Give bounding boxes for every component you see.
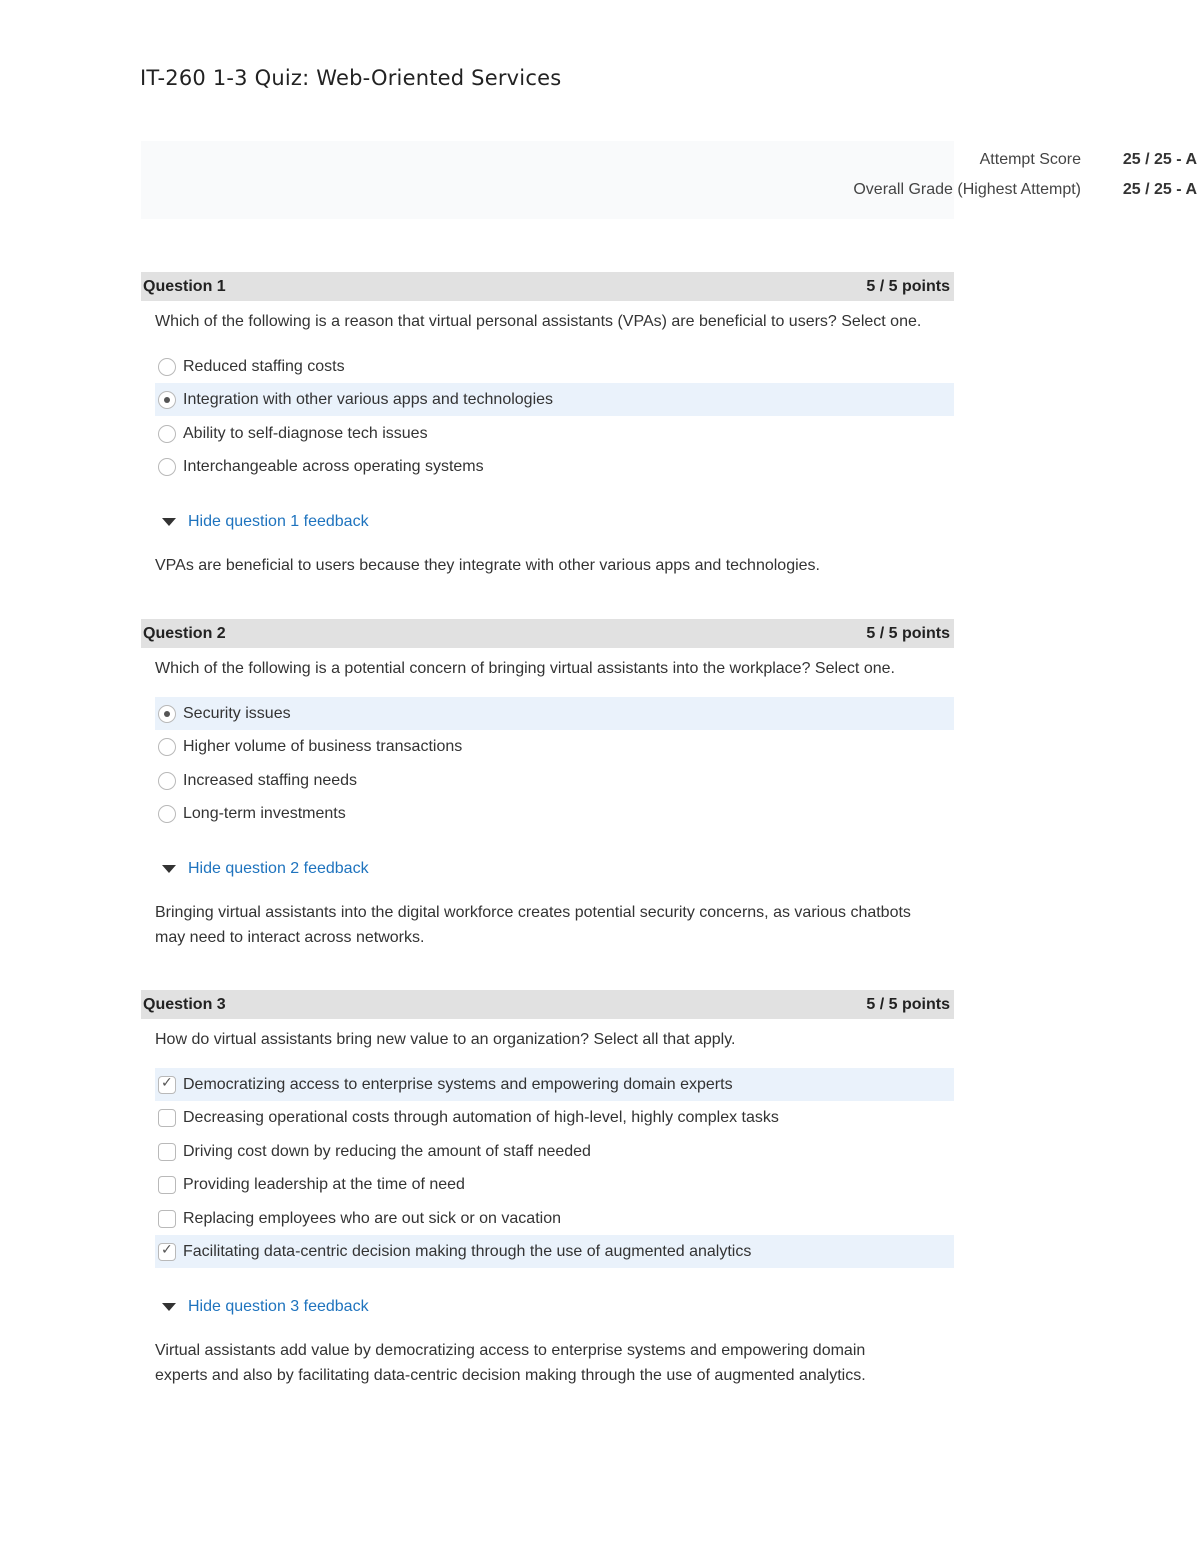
question-2-prompt: Which of the following is a potential concern of bringing virtual assistants into the workplace? Select one. xyxy=(155,660,895,677)
question-3-option-1[interactable] xyxy=(155,1068,954,1101)
radio-unselected-icon[interactable] xyxy=(158,458,176,476)
option-label: Facilitating data-centric decision making through the use of augmented analytics xyxy=(183,1242,752,1260)
option-label: Higher volume of business transactions xyxy=(183,737,463,755)
question-1-header xyxy=(141,272,954,301)
overall-grade-value: 25 / 25 - A xyxy=(1122,181,1197,198)
radio-selected-icon[interactable] xyxy=(158,391,176,409)
option-label: Integration with other various apps and technologies xyxy=(183,390,554,408)
question-2-feedback: Bringing virtual assistants into the digital workforce creates potential security concerns, as various chatbots may need to interact across networks. xyxy=(155,904,911,946)
option-label: Democratizing access to enterprise systems and empowering domain experts xyxy=(183,1075,733,1093)
option-label: Driving cost down by reducing the amount of staff needed xyxy=(183,1142,591,1160)
question-3-option-4[interactable] xyxy=(155,1168,954,1201)
question-1-feedback: VPAs are beneficial to users because they integrate with other various apps and technologies. xyxy=(155,557,820,574)
attempt-score-value: 25 / 25 - A xyxy=(1122,151,1197,168)
page-title: IT-260 1-3 Quiz: Web-Oriented Services xyxy=(140,66,562,90)
question-1-option-4[interactable] xyxy=(155,450,954,483)
question-1-option-2[interactable] xyxy=(155,383,954,416)
question-3-option-6[interactable] xyxy=(155,1235,954,1268)
checkbox-unchecked-icon[interactable] xyxy=(158,1143,176,1161)
question-3-header xyxy=(141,990,954,1019)
hide-question-1-feedback-link[interactable] xyxy=(162,511,369,533)
radio-selected-icon[interactable] xyxy=(158,705,176,723)
feedback-toggle-label[interactable]: Hide question 1 feedback xyxy=(188,513,369,530)
radio-unselected-icon[interactable] xyxy=(158,425,176,443)
score-panel xyxy=(141,141,954,219)
question-1-option-1[interactable] xyxy=(155,350,954,383)
checkbox-checked-icon[interactable]: ✓ xyxy=(158,1076,176,1094)
question-points: 5 / 5 points xyxy=(866,995,950,1013)
triangle-down-icon xyxy=(162,518,176,526)
option-label: Reduced staffing costs xyxy=(183,357,345,375)
option-label: Providing leadership at the time of need xyxy=(183,1175,465,1193)
option-label: Decreasing operational costs through automation of high-level, highly complex tasks xyxy=(183,1108,779,1126)
hide-question-2-feedback-link[interactable] xyxy=(162,858,369,880)
radio-unselected-icon[interactable] xyxy=(158,738,176,756)
question-2-option-4[interactable] xyxy=(155,797,954,830)
checkbox-checked-icon[interactable]: ✓ xyxy=(158,1243,176,1261)
checkbox-unchecked-icon[interactable] xyxy=(158,1109,176,1127)
question-3-option-3[interactable] xyxy=(155,1135,954,1168)
radio-unselected-icon[interactable] xyxy=(158,772,176,790)
question-3-feedback: Virtual assistants add value by democratizing access to enterprise systems and empowering domain experts and also by facilitating data-centric decision making through the use of augmented analytics. xyxy=(155,1342,866,1384)
question-2-option-3[interactable] xyxy=(155,764,954,797)
question-2-option-2[interactable] xyxy=(155,730,954,763)
attempt-score-label: Attempt Score xyxy=(979,151,1081,168)
feedback-toggle-label[interactable]: Hide question 3 feedback xyxy=(188,1298,369,1315)
question-2-header xyxy=(141,619,954,648)
question-3-option-5[interactable] xyxy=(155,1202,954,1235)
hide-question-3-feedback-link[interactable] xyxy=(162,1296,369,1318)
question-3-prompt: How do virtual assistants bring new value to an organization? Select all that apply. xyxy=(155,1031,736,1048)
option-label: Ability to self-diagnose tech issues xyxy=(183,424,428,442)
option-label: Interchangeable across operating systems xyxy=(183,457,484,475)
question-3-option-2[interactable] xyxy=(155,1101,954,1134)
checkbox-unchecked-icon[interactable] xyxy=(158,1210,176,1228)
triangle-down-icon xyxy=(162,1303,176,1311)
question-points: 5 / 5 points xyxy=(866,277,950,295)
attempt-score-row xyxy=(980,148,1197,172)
option-label: Long-term investments xyxy=(183,804,346,822)
option-label: Increased staffing needs xyxy=(183,771,358,789)
question-2-option-1[interactable] xyxy=(155,697,954,730)
question-points: 5 / 5 points xyxy=(866,624,950,642)
feedback-toggle-label[interactable]: Hide question 2 feedback xyxy=(188,860,369,877)
option-label: Replacing employees who are out sick or on vacation xyxy=(183,1209,561,1227)
overall-grade-label: Overall Grade (Highest Attempt) xyxy=(853,181,1081,198)
radio-unselected-icon[interactable] xyxy=(158,805,176,823)
overall-grade-row xyxy=(853,178,1197,202)
radio-unselected-icon[interactable] xyxy=(158,358,176,376)
question-1-prompt: Which of the following is a reason that virtual personal assistants (VPAs) are beneficial to users? Select one. xyxy=(155,313,922,330)
question-label: Question 2 xyxy=(143,624,226,642)
option-label: Security issues xyxy=(183,704,291,722)
question-label: Question 3 xyxy=(143,995,226,1013)
question-label: Question 1 xyxy=(143,277,226,295)
checkbox-unchecked-icon[interactable] xyxy=(158,1176,176,1194)
question-1-option-3[interactable] xyxy=(155,417,954,450)
triangle-down-icon xyxy=(162,865,176,873)
